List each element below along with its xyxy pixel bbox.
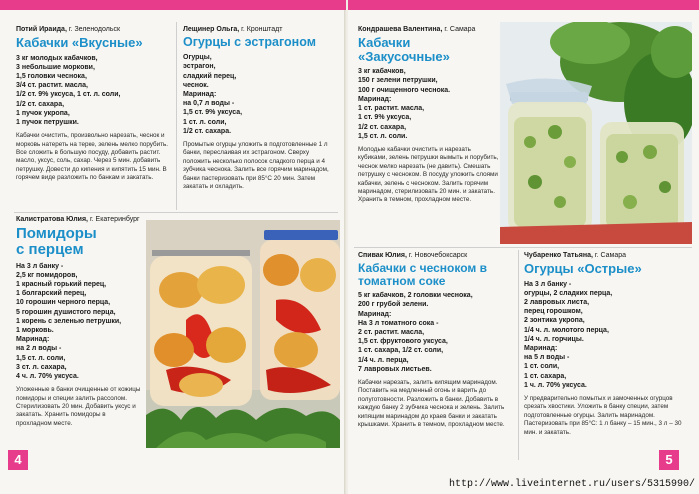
ingredient-line: Маринад: bbox=[358, 95, 392, 103]
ingredient-line: 1,5 головки чеснока, bbox=[16, 73, 87, 81]
recipe-kabachki-zakusochnye bbox=[358, 26, 500, 205]
recipe-title: Помидоры с перцем bbox=[16, 225, 97, 258]
tomato-jars-photo bbox=[146, 220, 340, 448]
recipe-author: Кондрашева Валентина, г. Самара bbox=[358, 26, 476, 33]
ingredient-line: 1/2 ст. сахара. bbox=[183, 127, 232, 135]
ingredient-line: 2,5 кг помидоров, bbox=[16, 271, 78, 279]
recipe-ogurcy-ostrye bbox=[524, 252, 692, 437]
recipe-instructions: Промытые огурцы уложить в подготовленные 1 л банки, переслаивая их эстрагоном. Сверху положить несколько полосок сладкого перца и 4 зубчика чеснока. Залить все горячим маринадом, банки пастеризовать при 85°С 20 мин. Затем закатать и охладить. bbox=[183, 140, 329, 190]
page-number: 5 bbox=[659, 450, 679, 470]
ingredient-line: 1 красный горький перец, bbox=[16, 280, 107, 288]
ingredient-line: на 0,7 л воды - bbox=[183, 100, 235, 108]
recipe-author: Лещинер Ольга, г. Кронштадт bbox=[183, 26, 283, 33]
ingredient-line: 1 корень с зеленью петрушки, bbox=[16, 317, 122, 325]
ingredient-line: 1 ст. 9% уксуса, bbox=[358, 114, 412, 122]
ingredients-list bbox=[183, 53, 337, 136]
recipe-title: Кабачки с чесноком в томатном соке bbox=[358, 261, 487, 288]
ingredients-list bbox=[358, 291, 512, 374]
ingredient-line: 1/2 ст. сахара, bbox=[358, 123, 407, 131]
ingredient-line: 1 ст. сахара, bbox=[524, 372, 567, 380]
ingredient-line: 10 горошин черного перца, bbox=[16, 299, 111, 307]
ingredient-line: 1,5 ст. 9% уксуса, bbox=[183, 109, 243, 117]
ingredient-line: Маринад: bbox=[524, 345, 558, 353]
top-accent-strip bbox=[348, 0, 699, 10]
ingredient-line: огурцы, 2 сладких перца, bbox=[524, 289, 613, 297]
recipe-instructions: У предварительно помытых и замоченных огурцов срезать хвостики. Уложить в банку специи, затем подготовленные огурцы. Залить маринадом. Пастеризовать при 85°С: 1 л банку – 15 мин., 3 л – 30 мин. и закатать. bbox=[524, 395, 682, 436]
ingredient-line: 2 ст. растит. масла, bbox=[358, 329, 425, 336]
ingredient-line: эстрагон, bbox=[183, 63, 216, 71]
recipe-author: Чубаренко Татьяна, г. Самара bbox=[524, 252, 626, 259]
ingredient-line: 2 лавровых листа, bbox=[524, 299, 590, 307]
recipe-kabachki-s-chesnokom bbox=[358, 252, 512, 429]
ingredient-line: 1 ч. л. 70% уксуса. bbox=[524, 381, 587, 389]
ingredient-line: перец горошком, bbox=[524, 308, 583, 316]
top-accent-strip bbox=[0, 0, 346, 10]
watermark-url-link[interactable]: http://www.liveinternet.ru/users/5315990/ bbox=[448, 479, 695, 490]
ingredient-line: 200 г грубой зелени. bbox=[358, 301, 429, 309]
recipe-title: Кабачки «Закусочные» bbox=[358, 35, 450, 64]
recipe-ogurcy-s-estragonom bbox=[183, 26, 337, 191]
ingredient-line: на 5 л воды - bbox=[524, 354, 570, 362]
ingredients-list bbox=[524, 280, 692, 390]
ingredient-line: 3/4 ст. растит. масла, bbox=[16, 82, 88, 90]
ingredient-line: сладкий перец, bbox=[183, 72, 237, 80]
section-divider bbox=[14, 212, 338, 213]
ingredient-line: 1,5 ст. л. соли, bbox=[16, 354, 66, 362]
ingredient-line: 7 лавровых листьев. bbox=[358, 365, 432, 373]
recipe-instructions: Молодые кабачки очистить и нарезать кубиками, зелень петрушки вымыть и порубить, чеснок мелко нарезать (не давить). Смешать петрушку с чесноком. В посуду уложить слоями кабачки, зелень с чесноком. Залить горячим маринадом, стерилизовать 20 мин. и закатать. Хранить в темном, прохладном месте. bbox=[358, 145, 499, 204]
ingredient-line: 1/4 ч. л. молотого перца, bbox=[524, 326, 609, 334]
ingredient-line: 1 пучок укропа, bbox=[16, 109, 70, 117]
recipe-instructions: Кабачки очистить, произвольно нарезать, чеснок и морковь натереть на терке, зелень мелко порубить. Все сложить в большую посуду, добавить растит. масло, уксус, соль, сахар. Через 5 мин. добавить петрушку. Довести до кипения и кипятить 15 мин. В горячем виде разложить по банкам и закатать. bbox=[16, 132, 169, 182]
ingredient-line: 3 небольшие моркови, bbox=[16, 63, 95, 71]
ingredient-line: 5 горошин душистого перца, bbox=[16, 308, 116, 316]
recipe-instructions: Уложенные в банки очищенные от кожицы помидоры и специи залить рассолом. Стерилизовать 20 мин. Добавить уксус и закатать. Хранить помидоры в прохладном месте. bbox=[16, 386, 141, 427]
ingredient-line: 4 ч. л. 70% уксуса. bbox=[16, 372, 79, 380]
ingredient-line: 5 кг кабачков, 2 головки чеснока, bbox=[358, 292, 473, 300]
column-divider bbox=[518, 250, 519, 460]
ingredient-line: 3 ст. л. сахара, bbox=[16, 363, 67, 371]
recipe-pomidory-s-percem bbox=[16, 216, 142, 428]
ingredient-line: 1/4 ч. л. перца, bbox=[358, 356, 409, 364]
recipe-title: Огурцы «Острые» bbox=[524, 261, 642, 276]
ingredient-line: 1/2 ст. сахара, bbox=[16, 100, 65, 108]
zucchini-jars-photo bbox=[500, 22, 692, 244]
ingredient-line: на 2 л воды - bbox=[16, 345, 62, 353]
right-page bbox=[348, 0, 699, 494]
recipe-author: Спивак Юлия, г. Новочебоксарск bbox=[358, 252, 468, 259]
recipe-kabachki-vkusnye bbox=[16, 26, 172, 183]
ingredient-line: Огурцы, bbox=[183, 54, 212, 62]
ingredient-line: 1/4 ч. л. горчицы. bbox=[524, 335, 584, 343]
ingredient-line: 1 ст. сахара, 1/2 ст. соли, bbox=[358, 347, 444, 355]
recipe-author: Потий Ираида, г. Зеленодольск bbox=[16, 26, 121, 33]
ingredients-list bbox=[16, 54, 172, 128]
ingredient-line: Маринад: bbox=[16, 336, 50, 344]
ingredient-line: 3 кг кабачков, bbox=[358, 68, 406, 76]
tomato-jars-image bbox=[146, 220, 340, 448]
ingredient-line: На 3 л банку - bbox=[16, 262, 64, 270]
zucchini-jars-image bbox=[500, 22, 692, 244]
ingredient-line: 1,5 ст. л. соли. bbox=[358, 132, 408, 140]
ingredient-line: чеснок. bbox=[183, 81, 209, 89]
recipe-author: Калистратова Юлия, г. Екатеринбург bbox=[16, 216, 140, 223]
recipe-title: Огурцы с эстрагоном bbox=[183, 35, 316, 49]
ingredient-line: 2 зонтика укропа, bbox=[524, 317, 585, 325]
column-divider bbox=[176, 22, 177, 210]
ingredient-line: 1 ст. соли, bbox=[524, 363, 560, 371]
ingredient-line: 1,5 ст. фруктового уксуса, bbox=[358, 338, 448, 346]
recipe-title: Кабачки «Вкусные» bbox=[16, 35, 143, 50]
ingredient-line: На 3 л банку - bbox=[524, 280, 572, 288]
ingredient-line: 1/2 ст. 9% уксуса, 1 ст. л. соли, bbox=[16, 91, 121, 99]
recipe-instructions: Кабачки нарезать, залить кипящим маринадом. Поставить на медленный огонь и варить до полуготовности. Разложить в банки. Добавить в каждую банку 2 зубчика чеснока и зелень. Залить кипящим маринадом до краев банки и закатать крышками. Хранить в темном, прохладном месте. bbox=[358, 379, 505, 429]
ingredient-line: 1 ст. растит. масла, bbox=[358, 105, 425, 113]
ingredient-line: 1 болгарский перец, bbox=[16, 290, 87, 298]
ingredient-line: Маринад: bbox=[358, 310, 392, 318]
page-number: 4 bbox=[8, 450, 28, 470]
ingredient-line: На 3 л томатного сока - bbox=[358, 319, 439, 327]
ingredient-line: 100 г очищенного чеснока. bbox=[358, 86, 451, 94]
ingredient-line: 1 морковь. bbox=[16, 326, 54, 334]
section-divider bbox=[354, 247, 692, 248]
ingredient-line: 150 г зелени петрушки, bbox=[358, 77, 438, 85]
ingredient-line: 1 ст. л. соли, bbox=[183, 118, 227, 126]
ingredients-list bbox=[16, 262, 142, 382]
ingredient-line: 1 пучок петрушки. bbox=[16, 119, 79, 127]
left-page bbox=[0, 0, 346, 494]
ingredients-list bbox=[358, 67, 500, 141]
ingredient-line: Маринад: bbox=[183, 90, 217, 98]
ingredient-line: 3 кг молодых кабачков, bbox=[16, 54, 98, 62]
